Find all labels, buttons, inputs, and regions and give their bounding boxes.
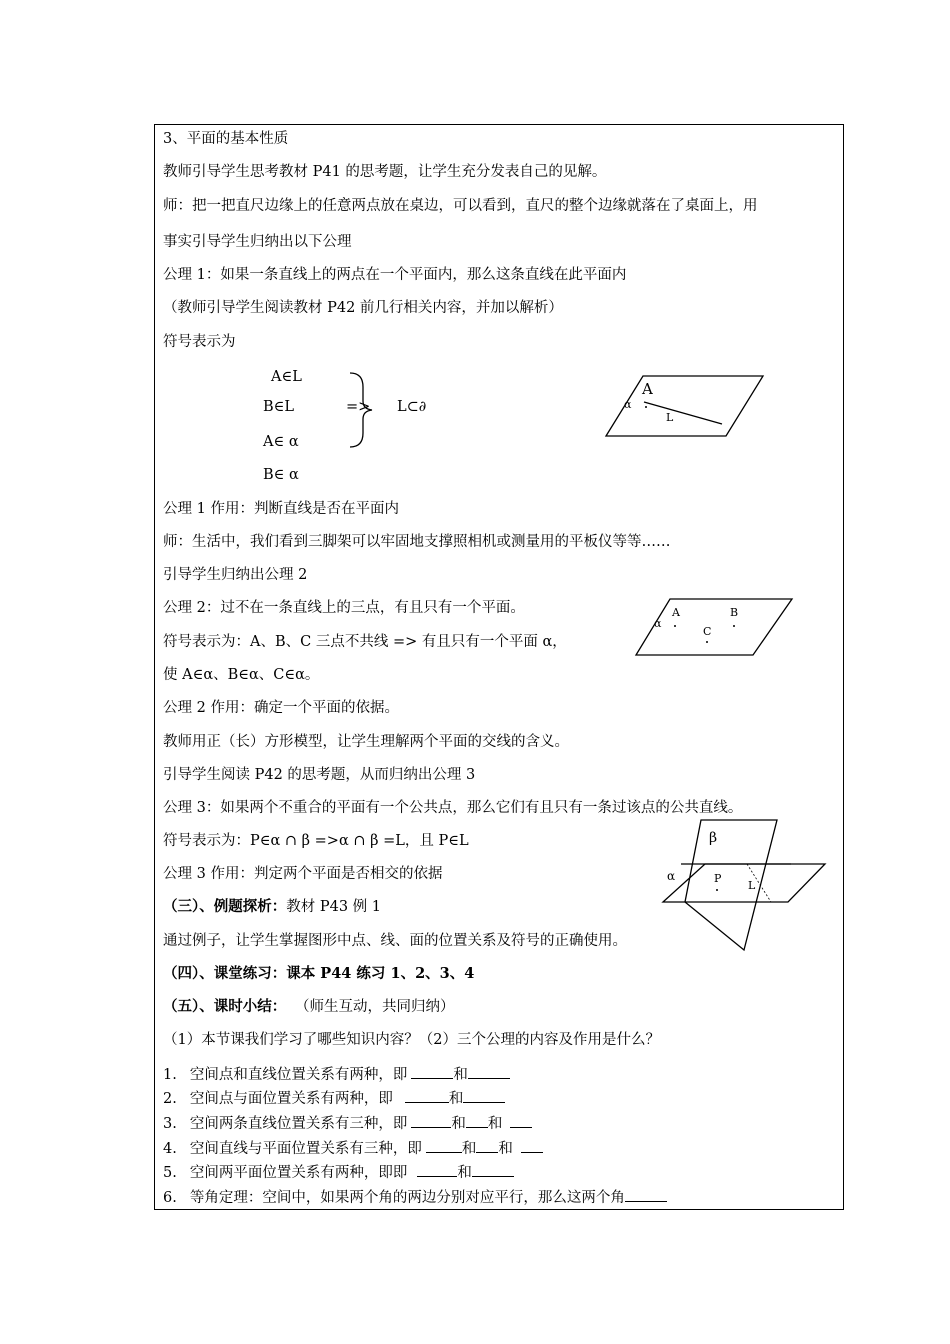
summary-note: （师生互动，共同归纳） bbox=[302, 999, 455, 1015]
list-item: 5. 空间两平面位置关系有两种，即即 和 bbox=[163, 1162, 514, 1182]
example-ref: 教材 P43 例 1 bbox=[286, 899, 382, 915]
text-line: 公理 1 作用：判断直线是否在平面内 bbox=[163, 501, 399, 517]
plane-beta bbox=[685, 820, 777, 950]
fig2-point-a bbox=[674, 625, 676, 627]
answer-blank[interactable] bbox=[411, 1113, 451, 1128]
symbol-a-in-l: A∈L bbox=[271, 369, 302, 385]
example-line bbox=[163, 898, 381, 916]
plane-alpha bbox=[663, 864, 825, 902]
answer-blank[interactable] bbox=[476, 1138, 498, 1153]
plane-line-figure bbox=[600, 370, 770, 440]
symbol-implies: => bbox=[346, 399, 371, 415]
fig2-point-b bbox=[733, 625, 735, 627]
answer-blank[interactable] bbox=[468, 1064, 510, 1079]
text-line: 教师引导学生思考教材 P41 的思考题，让学生充分发表自己的见解。 bbox=[163, 164, 607, 180]
symbol-a-in-alpha: A∈ α bbox=[263, 434, 299, 450]
text-line: 通过例子，让学生掌握图形中点、线、面的位置关系及符号的正确使用。 bbox=[163, 933, 627, 949]
fig3-point-p bbox=[716, 889, 718, 891]
fig1-label-l: L bbox=[666, 411, 674, 424]
answer-blank[interactable] bbox=[472, 1162, 514, 1177]
plane-three-points-figure bbox=[633, 595, 798, 660]
symbol-l-subset: L⊂∂ bbox=[397, 399, 427, 415]
list-item: 6. 等角定理：空间中，如果两个角的两边分别对应平行，那么这两个角 bbox=[163, 1187, 667, 1207]
text-line: 师：生活中，我们看到三脚架可以牢固地支撑照相机或测量用的平板仪等等…… bbox=[163, 534, 671, 550]
symbol-b-in-alpha: B∈ α bbox=[263, 467, 299, 483]
answer-blank[interactable] bbox=[411, 1064, 453, 1079]
answer-blank[interactable] bbox=[625, 1187, 667, 1202]
fig2-label-b: B bbox=[730, 606, 739, 619]
practice-heading: （四）、课堂练习：课本 P44 练习 1、2、3、4 bbox=[163, 965, 475, 982]
fig3-label-alpha: α bbox=[667, 869, 676, 883]
list-item: 4. 空间直线与平面位置关系有三种，即 和 和 bbox=[163, 1138, 543, 1158]
example-heading: （三）、例题探析： bbox=[163, 898, 287, 915]
fig1-label-a: A bbox=[642, 380, 653, 398]
fig3-label-p: P bbox=[714, 872, 722, 885]
fig1-point-a bbox=[645, 406, 647, 408]
text-line: 符号表示为：A、B、C 三点不共线 => 有且只有一个平面 α， bbox=[163, 634, 567, 650]
list-item: 3. 空间两条直线位置关系有三种，即 和 和 bbox=[163, 1113, 532, 1133]
list-item: 1. 空间点和直线位置关系有两种，即 和 bbox=[163, 1064, 510, 1084]
fig2-point-c bbox=[706, 641, 708, 643]
text-line: 师：把一把直尺边缘上的任意两点放在桌边，可以看到，直尺的整个边缘就落在了桌面上，用 bbox=[163, 198, 758, 214]
fig2-label-c: C bbox=[703, 625, 712, 638]
axiom-3: 公理 3：如果两个不重合的平面有一个公共点，那么它们有且只有一条过该点的公共直线。 bbox=[163, 800, 743, 816]
answer-blank[interactable] bbox=[510, 1113, 532, 1128]
text-line: 事实引导学生归纳出以下公理 bbox=[163, 234, 352, 250]
text-line: 使 A∈α、B∈α、C∈α。 bbox=[163, 667, 320, 683]
axiom-1: 公理 1：如果一条直线上的两点在一个平面内，那么这条直线在此平面内 bbox=[163, 267, 627, 283]
text-line: 教师用正（长）方形模型，让学生理解两个平面的交线的含义。 bbox=[163, 734, 569, 750]
curly-brace bbox=[345, 371, 385, 451]
text-line: （1）本节课我们学习了哪些知识内容？（2）三个公理的内容及作用是什么？ bbox=[163, 1032, 660, 1048]
text-line: 公理 2 作用：确定一个平面的依据。 bbox=[163, 700, 399, 716]
answer-blank[interactable] bbox=[405, 1088, 449, 1103]
answer-blank[interactable] bbox=[521, 1138, 543, 1153]
text-line: 公理 3 作用：判定两个平面是否相交的依据 bbox=[163, 866, 443, 882]
section-heading: 3、平面的基本性质 bbox=[163, 131, 289, 147]
answer-blank[interactable] bbox=[426, 1138, 462, 1153]
text-line: 引导学生归纳出公理 2 bbox=[163, 567, 308, 583]
fig2-label-alpha: α bbox=[654, 617, 662, 630]
text-line: （教师引导学生阅读教材 P42 前几行相关内容，并加以解析） bbox=[163, 300, 563, 316]
text-line: 引导学生阅读 P42 的思考题，从而归纳出公理 3 bbox=[163, 767, 476, 783]
summary-heading: （五）、课时小结： bbox=[163, 998, 287, 1015]
answer-blank[interactable] bbox=[417, 1162, 457, 1177]
fig3-label-beta: β bbox=[709, 830, 718, 846]
axiom-2: 公理 2：过不在一条直线上的三点，有且只有一个平面。 bbox=[163, 600, 525, 616]
fig3-label-l: L bbox=[748, 879, 756, 892]
answer-blank[interactable] bbox=[463, 1088, 505, 1103]
fig1-label-alpha: α bbox=[624, 398, 632, 411]
summary-line bbox=[163, 998, 455, 1016]
fig2-label-a: A bbox=[672, 606, 680, 619]
answer-blank[interactable] bbox=[466, 1113, 488, 1128]
text-line: 符号表示为 bbox=[163, 334, 236, 350]
symbol-b-in-l: B∈L bbox=[263, 399, 295, 415]
intersecting-planes-figure bbox=[655, 818, 830, 953]
text-line: 符号表示为：P∈α ∩ β =>α ∩ β =L，且 P∈L bbox=[163, 833, 469, 849]
list-item: 2. 空间点与面位置关系有两种，即 和 bbox=[163, 1088, 505, 1108]
